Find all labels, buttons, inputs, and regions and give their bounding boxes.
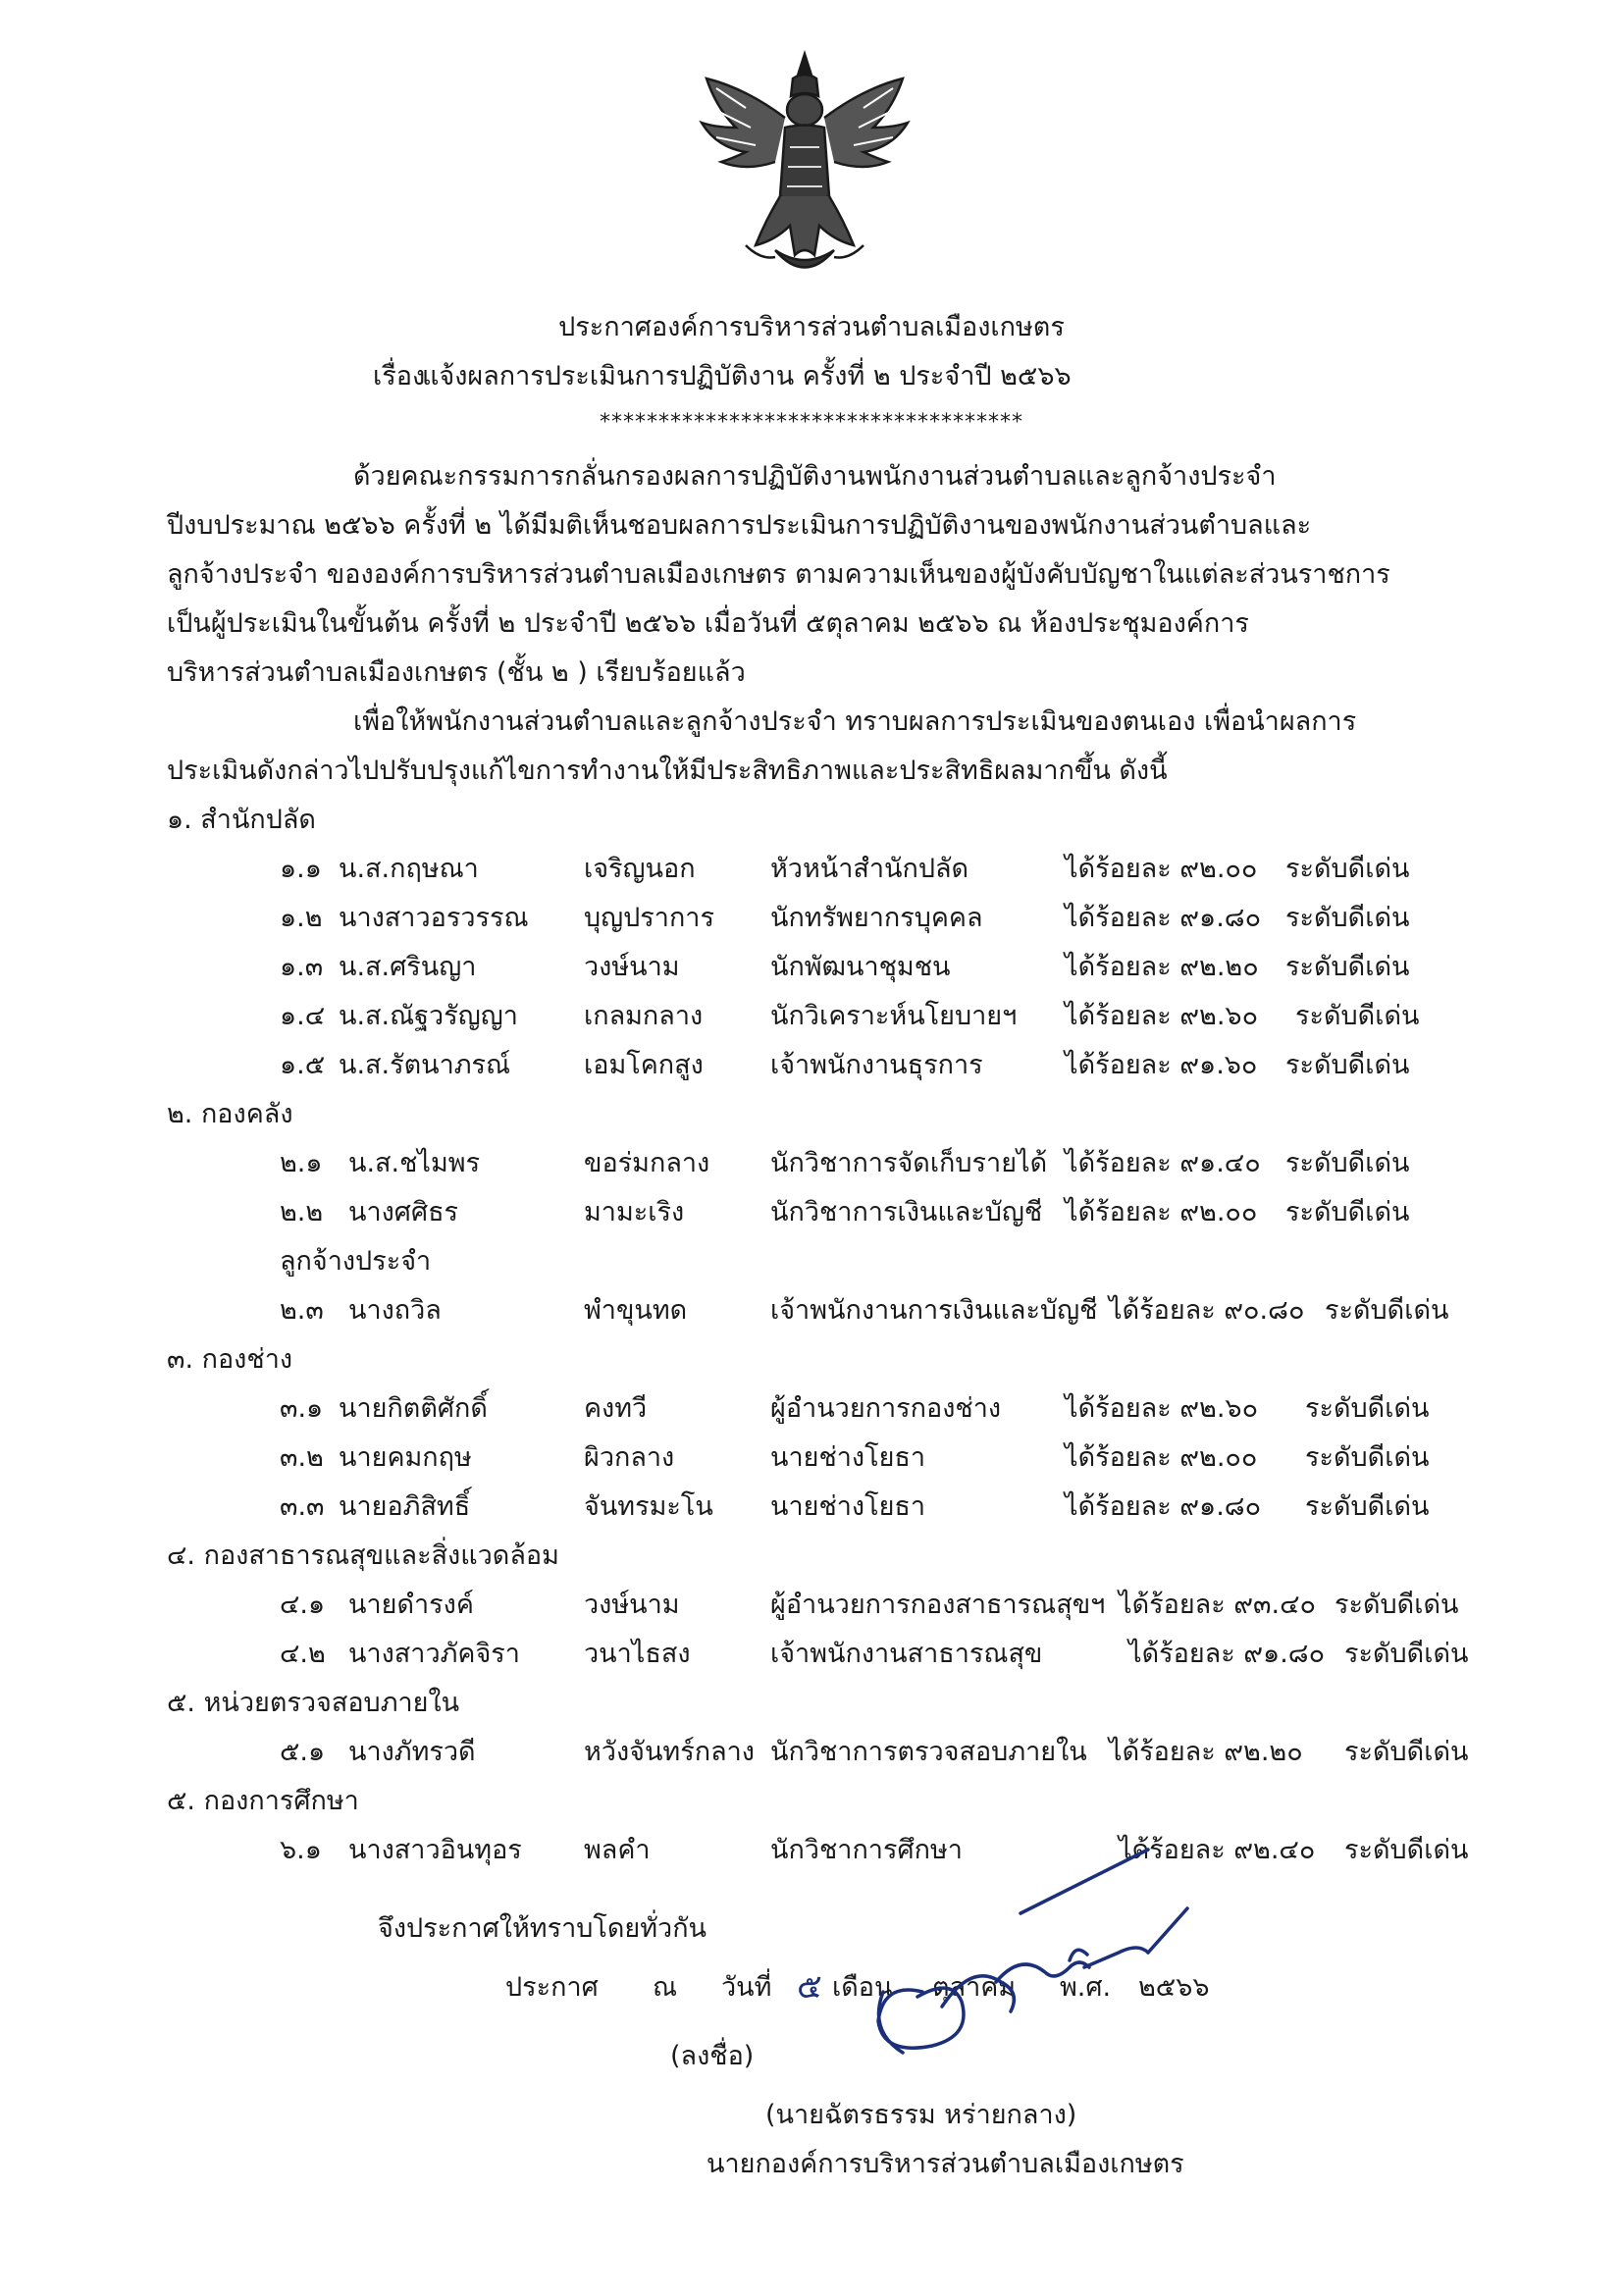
row-surname: วนาไธสง <box>584 1639 691 1669</box>
row-number: ๖.๑ <box>280 1835 322 1865</box>
row-name: นายอภิสิทธิ์ <box>339 1491 471 1522</box>
row-position: นายช่างโยธา <box>770 1491 926 1522</box>
row-level: ระดับดีเด่น <box>1285 1197 1410 1227</box>
row-name: นายดำรงค์ <box>348 1590 474 1620</box>
row-position: นักพัฒนาชุมชน <box>770 952 951 982</box>
row-number: ๑.๓ <box>280 952 324 982</box>
row-position: นักทรัพยากรบุคคล <box>770 903 983 933</box>
row-position: นักวิชาการเงินและบัญชี <box>770 1197 1043 1227</box>
row-number: ๑.๒ <box>280 903 323 933</box>
row-position: นักวิชาการจัดเก็บรายได้ <box>770 1148 1048 1178</box>
row-name: นางถวิล <box>348 1295 442 1326</box>
row-level: ระดับดีเด่น <box>1295 1001 1420 1031</box>
row-position: เจ้าพนักงานสาธารณสุข <box>770 1639 1043 1669</box>
row-score: ได้ร้อยละ ๙๓.๔๐ <box>1119 1590 1317 1620</box>
row-position: ผู้อำนวยการกองช่าง <box>770 1393 1002 1424</box>
row-surname: วงษ์นาม <box>584 952 680 982</box>
row-level: ระดับดีเด่น <box>1285 952 1410 982</box>
row-score: ได้ร้อยละ ๙๒.๐๐ <box>1065 1197 1258 1227</box>
row-level: ระดับดีเด่น <box>1344 1639 1469 1669</box>
row-score: ได้ร้อยละ ๙๒.๒๐ <box>1109 1737 1303 1767</box>
document-title: ประกาศองค์การบริหารส่วนตำบลเมืองเกษตร <box>558 312 1065 342</box>
row-name: นางสาวอินทุอร <box>348 1835 522 1865</box>
month-label: เดือน <box>832 1972 893 2003</box>
row-number: ๒.๒ <box>280 1197 324 1227</box>
row-surname: เอมโคกสูง <box>584 1050 704 1080</box>
intro-line-3: ลูกจ้างประจำ ขององค์การบริหารส่วนตำบลเมืองเกษตร ตามความเห็นของผู้บังคับบัญชาในแต่ละส่วนราชการ <box>167 559 1390 590</box>
row-level: ระดับดีเด่น <box>1285 1148 1410 1178</box>
day-value: ๕ <box>797 1967 822 2007</box>
row-score: ได้ร้อยละ ๙๑.๘๐ <box>1065 903 1262 933</box>
section-heading: ๕. หน่วยตรวจสอบภายใน <box>167 1688 460 1718</box>
row-surname: พำขุนทด <box>584 1295 688 1326</box>
row-surname: คงทวี <box>584 1393 648 1424</box>
row-score: ได้ร้อยละ ๙๑.๖๐ <box>1065 1050 1258 1080</box>
row-name: นางสาวภัคจิรา <box>348 1639 520 1669</box>
row-number: ๓.๒ <box>280 1442 324 1473</box>
row-surname: มามะเริง <box>584 1197 685 1227</box>
row-surname: หวังจันทร์กลาง <box>584 1737 755 1767</box>
row-name: น.ส.ศรินญา <box>339 952 477 982</box>
row-position: เจ้าพนักงานธุรการ <box>770 1050 983 1080</box>
intro-line-5: บริหารส่วนตำบลเมืองเกษตร (ชั้น ๒ ) เรียบร้อยแล้ว <box>167 657 746 688</box>
row-number: ๑.๕ <box>280 1050 326 1080</box>
row-position: นักวิเคราะห์นโยบายฯ <box>770 1001 1018 1031</box>
section-heading: ๑. สำนักปลัด <box>167 805 316 835</box>
handwritten-signature <box>824 1845 1197 2080</box>
subsection-heading: ลูกจ้างประจำ <box>280 1246 432 1277</box>
section-heading: ๕. กองการศึกษา <box>167 1786 359 1816</box>
row-score: ได้ร้อยละ ๙๒.๐๐ <box>1065 1442 1258 1473</box>
row-surname: ขอร่มกลาง <box>584 1148 710 1178</box>
row-position: เจ้าพนักงานการเงินและบัญชี <box>770 1295 1098 1326</box>
announce-text: จึงประกาศให้ทราบโดยทั่วกัน <box>378 1913 707 1944</box>
row-number: ๕.๑ <box>280 1737 326 1767</box>
row-level: ระดับดีเด่น <box>1305 1393 1430 1424</box>
subject-text: แจ้งผลการประเมินการปฏิบัติงาน ครั้งที่ ๒ ประจำปี ๒๕๖๖ <box>422 361 1072 391</box>
signer-title: นายกองค์การบริหารส่วนตำบลเมืองเกษตร <box>707 2149 1184 2179</box>
row-number: ๓.๓ <box>280 1491 325 1522</box>
row-name: น.ส.รัตนาภรณ์ <box>339 1050 511 1080</box>
row-surname: ผิวกลาง <box>584 1442 675 1473</box>
row-name: น.ส.กฤษณา <box>339 854 479 884</box>
purpose-line-2: ประเมินดังกล่าวไปปรับปรุงแก้ไขการทำงานให้มีประสิทธิภาพและประสิทธิผลมากขึ้น ดังนี้ <box>167 756 1168 786</box>
row-number: ๑.๔ <box>280 1001 326 1031</box>
row-level: ระดับดีเด่น <box>1285 854 1410 884</box>
row-score: ได้ร้อยละ ๙๑.๔๐ <box>1065 1148 1261 1178</box>
row-score: ได้ร้อยละ ๙๑.๘๐ <box>1065 1491 1262 1522</box>
signer-name: (นายฉัตรธรรม หร่ายกลาง) <box>765 2100 1077 2130</box>
row-position: ผู้อำนวยการกองสาธารณสุขฯ <box>770 1590 1106 1620</box>
row-level: ระดับดีเด่น <box>1285 903 1410 933</box>
year-label: พ.ศ. <box>1060 1972 1112 2003</box>
row-score: ได้ร้อยละ ๙๒.๒๐ <box>1065 952 1259 982</box>
garuda-emblem-icon <box>687 49 922 285</box>
row-surname: บุญปราการ <box>584 903 714 933</box>
month-value: ตุลาคม <box>932 1972 1017 2003</box>
row-score: ได้ร้อยละ ๙๒.๖๐ <box>1065 1393 1259 1424</box>
row-surname: เกลมกลาง <box>584 1001 704 1031</box>
row-score: ได้ร้อยละ ๙๒.๐๐ <box>1065 854 1258 884</box>
row-position: นักวิชาการตรวจสอบภายใน <box>770 1737 1087 1767</box>
day-label: วันที่ <box>721 1972 772 2003</box>
row-score: ได้ร้อยละ ๙๑.๘๐ <box>1128 1639 1326 1669</box>
intro-line-1: ด้วยคณะกรรมการกลั่นกรองผลการปฏิบัติงานพนักงานส่วนตำบลและลูกจ้างประจำ <box>353 461 1277 492</box>
row-level: ระดับดีเด่น <box>1344 1835 1469 1865</box>
row-position: นักวิชาการศึกษา <box>770 1835 963 1865</box>
row-name: นายคมกฤษ <box>339 1442 472 1473</box>
row-score: ได้ร้อยละ ๙๒.๔๐ <box>1119 1835 1316 1865</box>
row-position: นายช่างโยธา <box>770 1442 926 1473</box>
subject-label: เรื่อง <box>373 361 426 391</box>
row-level: ระดับดีเด่น <box>1305 1442 1430 1473</box>
intro-line-2: ปีงบประมาณ ๒๕๖๖ ครั้งที่ ๒ ได้มีมติเห็นชอบผลการประเมินการปฏิบัติงานของพนักงานส่วนตำบลและ <box>167 510 1312 541</box>
row-name: นางสาวอรวรรณ <box>339 903 529 933</box>
row-level: ระดับดีเด่น <box>1335 1590 1459 1620</box>
year-value: ๒๕๖๖ <box>1138 1972 1210 2003</box>
row-number: ๒.๑ <box>280 1148 323 1178</box>
row-name: นางศศิธร <box>348 1197 459 1227</box>
row-level: ระดับดีเด่น <box>1325 1295 1449 1326</box>
intro-line-4: เป็นผู้ประเมินในขั้นต้น ครั้งที่ ๒ ประจำปี ๒๕๖๖ เมื่อวันที่ ๕ตุลาคม ๒๕๖๖ ณ ห้องประชุมองค์การ <box>167 608 1249 639</box>
row-surname: วงษ์นาม <box>584 1590 680 1620</box>
row-number: ๔.๑ <box>280 1590 326 1620</box>
section-heading: ๒. กองคลัง <box>167 1099 293 1129</box>
row-number: ๔.๒ <box>280 1639 326 1669</box>
row-number: ๑.๑ <box>280 854 322 884</box>
row-level: ระดับดีเด่น <box>1344 1737 1469 1767</box>
row-number: ๓.๑ <box>280 1393 324 1424</box>
separator-stars: ************************************ <box>600 410 1023 435</box>
row-surname: เจริญนอก <box>584 854 696 884</box>
purpose-line-1: เพื่อให้พนักงานส่วนตำบลและลูกจ้างประจำ ทราบผลการประเมินของตนเอง เพื่อนำผลการ <box>353 706 1357 737</box>
section-heading: ๓. กองช่าง <box>167 1344 293 1375</box>
section-heading: ๔. กองสาธารณสุขและสิ่งแวดล้อม <box>167 1540 559 1571</box>
row-surname: จันทรมะโน <box>584 1491 713 1522</box>
row-surname: พลคำ <box>584 1835 651 1865</box>
row-level: ระดับดีเด่น <box>1305 1491 1430 1522</box>
row-level: ระดับดีเด่น <box>1285 1050 1410 1080</box>
at-label: ณ <box>653 1972 678 2003</box>
row-name: น.ส.ณัฐวรัญญา <box>339 1001 518 1031</box>
row-score: ได้ร้อยละ ๙๒.๖๐ <box>1065 1001 1259 1031</box>
sign-label: (ลงชื่อ) <box>670 2041 755 2071</box>
row-number: ๒.๓ <box>280 1295 324 1326</box>
row-name: นายกิตติศักดิ์ <box>339 1393 488 1424</box>
row-position: หัวหน้าสำนักปลัด <box>770 854 969 884</box>
row-name: นางภัทรวดี <box>348 1737 476 1767</box>
row-name: น.ส.ชไมพร <box>348 1148 481 1178</box>
date-label: ประกาศ <box>505 1972 599 2003</box>
row-score: ได้ร้อยละ ๙๐.๘๐ <box>1109 1295 1305 1326</box>
